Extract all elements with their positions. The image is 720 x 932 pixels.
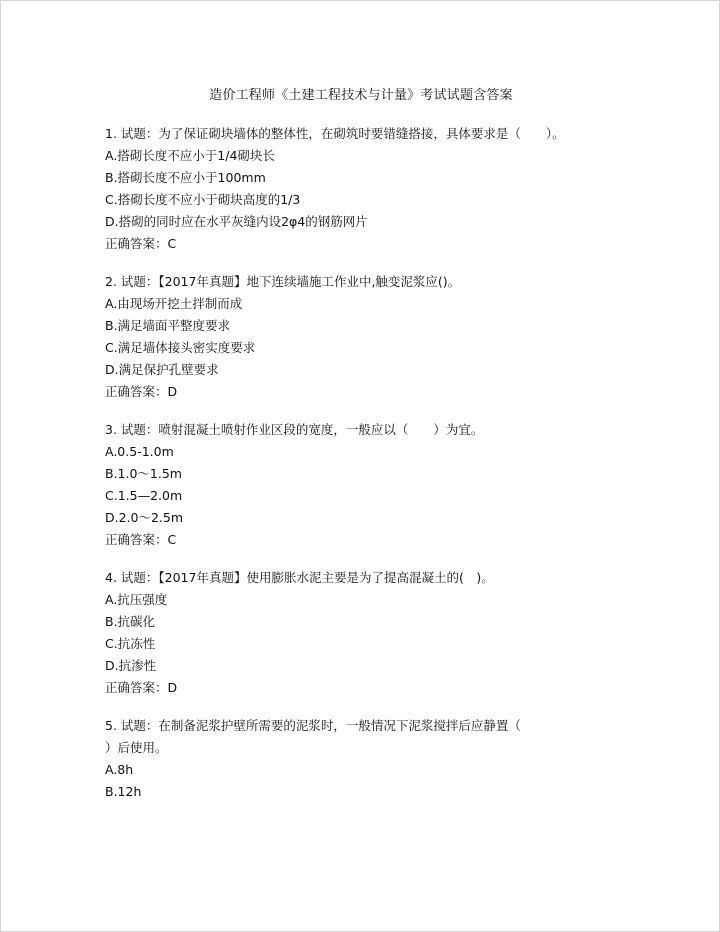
- option-b: B.满足墙面平整度要求: [105, 318, 231, 333]
- option-b: B.搭砌长度不应小于100mm: [105, 170, 266, 185]
- option-c: C.抗冻性: [105, 636, 156, 651]
- question-text: 1. 试题：为了保证砌块墙体的整体性，在砌筑时要错缝搭接，具体要求是（ ）。: [105, 126, 565, 141]
- option-b: B.12h: [105, 784, 142, 799]
- correct-answer: 正确答案：D: [105, 680, 178, 695]
- question-text: 3. 试题：喷射混凝土喷射作业区段的宽度，一般应以（ ）为宜。: [105, 422, 484, 437]
- option-a: A.由现场开挖土拌制而成: [105, 296, 243, 311]
- option-d: D.抗渗性: [105, 658, 157, 673]
- option-a: A.8h: [105, 762, 134, 777]
- option-d: D.搭砌的同时应在水平灰缝内设2φ4的钢筋网片: [105, 214, 368, 229]
- option-c: C.搭砌长度不应小于砌块高度的1/3: [105, 192, 301, 207]
- option-b: B.1.0～1.5m: [105, 466, 182, 481]
- question-4: [105, 567, 605, 699]
- option-c: C.1.5—2.0m: [105, 488, 183, 503]
- correct-answer: 正确答案：D: [105, 384, 178, 399]
- question-text-line-2: ）后使用。: [105, 740, 168, 755]
- document-title: 造价工程师《土建工程技术与计量》考试试题含答案: [209, 88, 513, 103]
- question-2: [105, 271, 605, 403]
- option-d: D.2.0～2.5m: [105, 510, 184, 525]
- question-text: 4. 试题：【2017年真题】使用膨胀水泥主要是为了提高混凝土的( )。: [105, 570, 494, 585]
- option-d: D.满足保护孔壁要求: [105, 362, 219, 377]
- question-1: [105, 123, 605, 255]
- option-a: A.0.5-1.0m: [105, 444, 174, 459]
- option-b: B.抗碳化: [105, 614, 156, 629]
- correct-answer: 正确答案：C: [105, 236, 177, 251]
- question-text: 2. 试题：【2017年真题】地下连续墙施工作业中,触变泥浆应()。: [105, 274, 461, 289]
- option-a: A.搭砌长度不应小于1/4砌块长: [105, 148, 275, 163]
- question-5: [105, 715, 605, 803]
- option-c: C.满足墙体接头密实度要求: [105, 340, 256, 355]
- question-list: [105, 123, 605, 819]
- correct-answer: 正确答案：C: [105, 532, 177, 547]
- option-a: A.抗压强度: [105, 592, 168, 607]
- question-text-line-1: 5. 试题：在制备泥浆护壁所需要的泥浆时，一般情况下泥浆搅拌后应静置（: [105, 718, 521, 733]
- question-3: [105, 419, 605, 551]
